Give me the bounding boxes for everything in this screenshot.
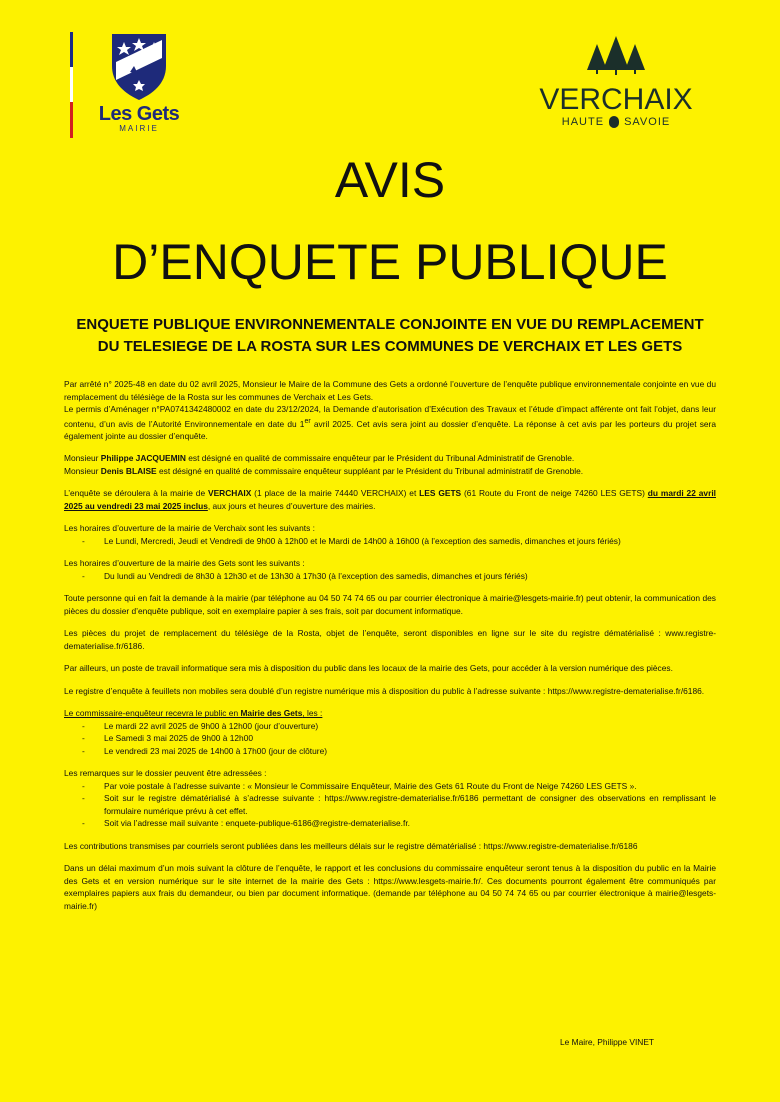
verchaix-logo [526, 36, 706, 136]
les-gets-logo-name: Les Gets [98, 103, 180, 125]
paragraph-contributions: Les contributions transmises par courriels seront publiées dans les meilleurs délais sur le registre dématérialisé : https://www.registre-dematerialise.fr/6186 [64, 840, 638, 851]
suppleant-name: Denis BLAISE [100, 465, 157, 476]
lieu-lesgets: LES GETS [419, 488, 462, 499]
paragraph-lieu [64, 487, 716, 512]
list-item: - Le Lundi, Mercredi, Jeudi et Vendredi de 9h00 à 12h00 et le Mardi de 14h00 à 16h00 (à l’exception des samedis, dimanches et jours fériés) [104, 535, 716, 548]
permanences-list [64, 720, 716, 758]
suppleant-text: est désigné en qualité de commissaire enquêteur suppléant par le Président du Tribunal administratif de Grenoble. [156, 465, 584, 476]
les-gets-logo [96, 30, 182, 140]
remarques-list [64, 780, 716, 830]
lieu-verchaix: VERCHAIX [208, 488, 252, 499]
list-item: - Le Samedi 3 mai 2025 de 9h00 à 12h00 [104, 732, 716, 745]
list-item: - Du lundi au Vendredi de 8h30 à 12h30 et de 13h30 à 17h30 (à l’exception des samedis, dimanches et jours fériés) [104, 570, 716, 583]
permis-sup: er [304, 417, 311, 425]
paragraph-registre: Le registre d’enquête à feuillets non mobiles sera doublé d’un registre numérique mis à disposition du public à l’adresse suivante : https://www.registre-dematerialise.fr/6186. [64, 685, 705, 696]
permanences-c: , les : [302, 708, 323, 719]
title-line-2: D’ENQUETE PUBLIQUE [112, 234, 668, 290]
paragraph-pieces: Les pièces du projet de remplacement du télésiège de la Rosta, objet de l’enquête, seront disponibles en ligne sur le site du registre dématérialisé : www.registre-dematerialise.fr/6186. [64, 628, 716, 651]
subtitle [40, 314, 740, 358]
paragraph-arrete [64, 378, 716, 442]
fir-trees-icon [585, 36, 647, 76]
arrete-text: Par arrêté n° 2025-48 en date du 02 avril 2025, Monsieur le Maire de la Commune des Gets a ordonné l’ouverture de l’enquête publique environnementale conjointe en vue du remplacement du télésiège de la Rosta sur les communes de Verchaix et Les Gets. [64, 379, 716, 402]
verchaix-logo-sub [526, 115, 706, 129]
lieu-a: L’enquête se déroulera à la mairie de [64, 488, 208, 499]
horaires-lesgets-intro: Les horaires d’ouverture de la mairie des Gets sont les suivants : [64, 558, 305, 569]
commissaire-prefix: Monsieur [64, 453, 101, 464]
verchaix-logo-sub-left: HAUTE [561, 116, 605, 128]
signature: Le Maire, Philippe VINET [560, 1037, 655, 1047]
horaires-lesgets-list [64, 570, 716, 583]
tricolor-stripe [70, 32, 73, 138]
commissaire-name: Philippe JACQUEMIN [100, 453, 186, 464]
list-item: - Le vendredi 23 mai 2025 de 14h00 à 17h00 (jour de clôture) [104, 745, 716, 758]
subtitle-line-2: DU TELESIEGE DE LA ROSTA SUR LES COMMUNES DE VERCHAIX ET LES GETS [97, 338, 683, 355]
shield-icon [108, 30, 170, 102]
commissaire-text: est désigné en qualité de commissaire enquêteur par le Président du Tribunal Administratif de Grenoble. [185, 453, 575, 464]
paragraph-poste: Par ailleurs, un poste de travail informatique sera mis à disposition du public dans les locaux de la mairie des Gets, pour accéder à la version numérique des pièces. [64, 663, 673, 674]
permis-text-end: avril 2025. Cet avis sera joint au dossier d’enquête. La réponse à cet avis par les porteurs du projet sera également jointe au dossier d’enquête. [64, 418, 716, 441]
permis-text: Le permis d’Aménager n°PA0741342480002 en date du 23/12/2024, la Demande d’autorisation d’Exécution des Travaux et l’étude d’impact afférente ont fait l’objet, dans leur contenu, d’un avis de l’Autorité Environnementale en date du 1 [64, 404, 716, 429]
lieu-e: (61 Route du Front de neige 74260 LES GETS) [461, 488, 648, 499]
permanences-lieu: Mairie des Gets [240, 708, 303, 719]
permanences-intro [64, 707, 716, 720]
paragraph-communication: Toute personne qui en fait la demande à la mairie (par téléphone au 04 50 74 74 65 ou par courrier électronique à mairie@lesgets-mairie.fr) peut obtenir, la communication des pièces du dossier d’enquête publique, soit en exemplaire papier à ses frais, soit par document informatique. [64, 593, 716, 616]
verchaix-logo-name: VERCHAIX [539, 83, 693, 116]
verchaix-logo-sub-right: SAVOIE [624, 116, 671, 128]
lieu-g: , aux jours et heures d’ouverture des mairies. [207, 500, 376, 511]
suppleant-prefix: Monsieur [64, 465, 101, 476]
horaires-verchaix-intro: Les horaires d’ouverture de la mairie de Verchaix sont les suivants : [64, 523, 315, 534]
paragraph-commissaires [64, 452, 716, 477]
list-item: - Par voie postale à l’adresse suivante : « Monsieur le Commissaire Enquêteur, Mairie des Gets 61 Route du Front de Neige 74260 LES GETS ». [104, 780, 716, 793]
list-item: - Le mardi 22 avril 2025 de 9h00 à 12h00 (jour d’ouverture) [104, 720, 716, 733]
paragraph-rapport: Dans un délai maximum d’un mois suivant la clôture de l’enquête, le rapport et les conclusions du commissaire enquêteur seront tenus à la disposition du public en la Mairie des Gets et en version numérique sur le site internet de la mairie des Gets : https://www.lesgets-mairie.fr/. Ces documents pourront également être communiqués par exemplaires papiers aux frais du demandeur, ou bien par document informatique. (demande par téléphone au 04 50 74 74 65 ou par courrier électronique à mairie@lesgets-mairie.fr) [64, 863, 716, 911]
lieu-c: (1 place de la mairie 74440 VERCHAIX) et [251, 488, 420, 499]
title-line-1: AVIS [334, 152, 446, 208]
les-gets-logo-sub: MAIRIE [119, 124, 159, 133]
horaires-verchaix-list [64, 535, 716, 548]
location-pin-icon [609, 116, 619, 128]
permanences-a: Le commissaire-enquêteur recevra le public en [64, 708, 241, 719]
subtitle-line-1: ENQUETE PUBLIQUE ENVIRONNEMENTALE CONJOINTE EN VUE DU REMPLACEMENT [76, 316, 704, 333]
list-item: - Soit sur le registre dématérialisé à s’adresse suivante : https://www.registre-dematerialise.fr/6186 permettant de consigner des observations en remplissant le formulaire numérique prévu à cet effet. [104, 792, 716, 817]
notice-body [64, 378, 716, 922]
list-item: - Soit via l’adresse mail suivante : enquete-publique-6186@registre-dematerialise.fr. [104, 817, 716, 830]
remarques-intro: Les remarques sur le dossier peuvent être adressées : [64, 768, 267, 779]
lieu-dates: du mardi 22 avril 2025 au vendredi 23 mai 2025 inclus [64, 488, 716, 511]
